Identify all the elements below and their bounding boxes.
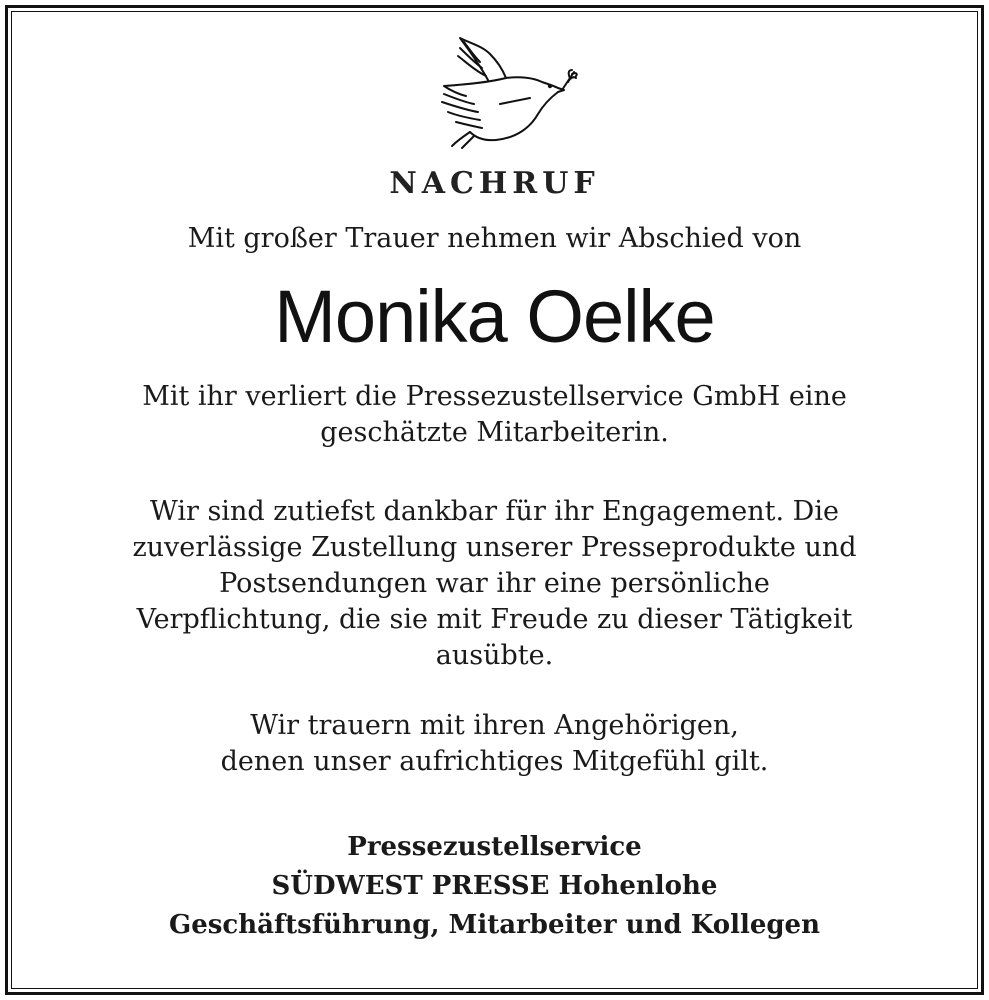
intro-line: Mit großer Trauer nehmen wir Abschied von (187, 223, 802, 254)
signature-line: Pressezustellservice (347, 832, 642, 862)
text-line: Postsendungen war ihr eine persönliche (219, 568, 770, 599)
text-line: denen unser aufrichtiges Mitgefühl gilt. (220, 746, 769, 777)
text-line: zuverlässige Zustellung unserer Presseprodukte und (132, 532, 857, 563)
dove-icon (430, 32, 580, 150)
paragraph-employer (40, 379, 949, 451)
signature-line: Geschäftsführung, Mitarbeiter und Kollegen (168, 910, 820, 940)
text-line: geschätzte Mitarbeiterin. (320, 417, 669, 448)
notice-heading: NACHRUF (389, 166, 600, 201)
paragraph-gratitude (40, 494, 949, 674)
text-line: Wir trauern mit ihren Angehörigen, (250, 710, 739, 741)
text-line: Verpflichtung, die sie mit Freude zu dieser Tätigkeit (136, 604, 853, 635)
signature-line: SÜDWEST PRESSE Hohenlohe (271, 871, 718, 901)
text-line: ausübte. (435, 640, 554, 671)
text-line: Wir sind zutiefst dankbar für ihr Engagement. Die (150, 496, 839, 527)
signature-block (0, 828, 989, 945)
deceased-name: Monika Oelke (274, 275, 715, 358)
text-line: Mit ihr verliert die Pressezustellservice GmbH eine (142, 381, 847, 412)
paragraph-condolence (40, 708, 949, 780)
